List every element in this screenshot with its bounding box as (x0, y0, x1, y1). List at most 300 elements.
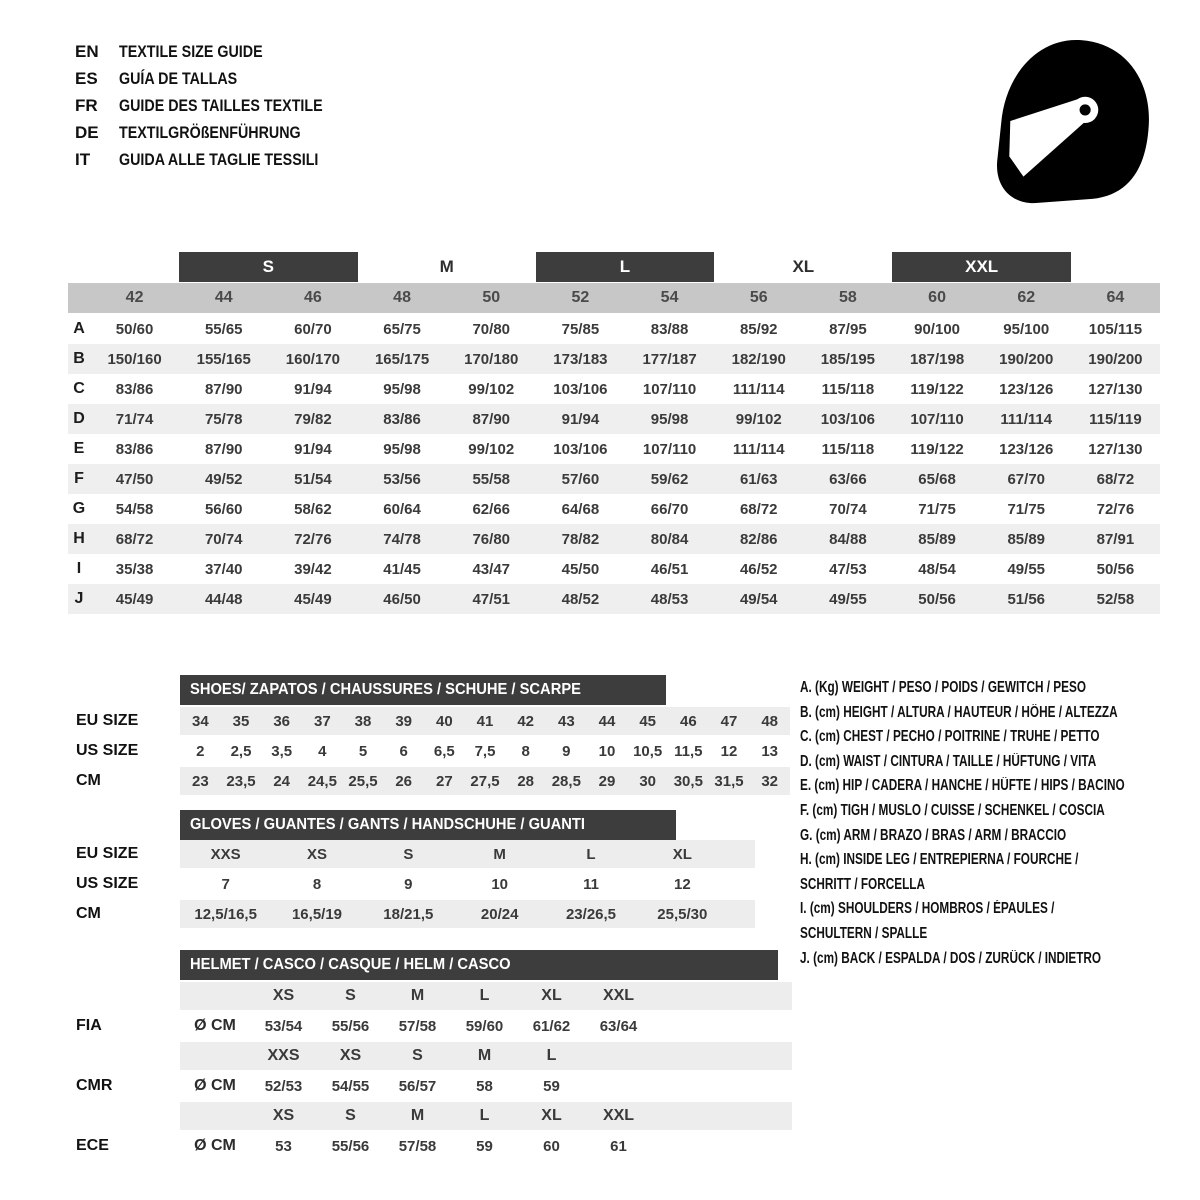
measurement-value: 91/94 (294, 380, 332, 398)
measurement-value: 37/40 (204, 560, 243, 578)
measurement-value: 123/126 (999, 440, 1054, 458)
helmet-fia-sizes-row (180, 982, 792, 1010)
gloves-value: 12,5/16,5 (194, 905, 257, 923)
measurement-value: 44/48 (204, 590, 243, 608)
helmet-size-label: XL (541, 1107, 562, 1124)
measurement-value: 35/38 (115, 560, 154, 578)
measurement-value: 127/130 (1088, 440, 1143, 458)
size-band-s: S (179, 252, 357, 282)
row-letter: I (76, 560, 82, 577)
measurement-value: 65/75 (383, 320, 421, 338)
size-band-l: L (536, 252, 714, 282)
language-title: TEXTILGRÖßENFÜHRUNG (119, 123, 301, 142)
numeric-size-46: 46 (304, 289, 322, 306)
gloves-section-title: GLOVES / GUANTES / GANTS / HANDSCHUHE / GUANTI (190, 816, 586, 833)
measurement-value: 87/95 (829, 320, 867, 338)
shoes-eu-size-label: EU SIZE (76, 712, 139, 729)
numeric-size-62: 62 (1017, 289, 1036, 306)
gloves-value: 8 (312, 875, 322, 893)
numeric-spacer (68, 283, 90, 313)
language-title: GUÍA DE TALLAS (119, 69, 238, 88)
legend-line-12: J. (cm) BACK / ESPALDA / DOS / ZURÜCK / INDIETRO (800, 949, 1102, 967)
gloves-value: M (493, 845, 506, 863)
helmet-size-label: XS (272, 987, 295, 1004)
helmet-size-label: L (479, 1107, 490, 1124)
measurement-value: 56/60 (204, 500, 243, 518)
helmet-value: 60 (543, 1137, 560, 1155)
row-letter: E (73, 440, 85, 457)
helmet-value: 59/60 (465, 1017, 504, 1035)
gloves-value: XL (672, 845, 692, 863)
shoes-value: 8 (521, 742, 530, 760)
measurement-value: 66/70 (650, 500, 689, 518)
measurement-value: 47/50 (115, 470, 154, 488)
shoes-us-size-row (180, 737, 790, 765)
helmet-size-label: XXL (602, 987, 635, 1004)
measurement-value: 51/54 (294, 470, 332, 488)
shoes-value: 11,5 (674, 742, 703, 760)
measurement-legend (800, 676, 1190, 971)
helmet-value: 59 (543, 1077, 560, 1095)
shoes-value: 31,5 (714, 772, 744, 790)
helmet-fia-values-row (180, 1012, 792, 1040)
helmet-size-label: XL (541, 987, 562, 1004)
helmet-size-label: L (479, 987, 490, 1004)
measurement-value: 83/86 (115, 440, 154, 458)
shoes-value: 9 (562, 742, 571, 760)
helmet-size-label: M (410, 987, 425, 1004)
helmet-size-label: S (345, 1107, 356, 1124)
gloves-value: 9 (404, 875, 413, 893)
measurement-value: 46/51 (650, 560, 689, 578)
helmet-value: 63/64 (599, 1017, 638, 1035)
numeric-size-56: 56 (749, 289, 768, 306)
language-code: EN (75, 42, 99, 61)
measurement-value: 85/89 (1007, 530, 1046, 548)
measurement-value: 87/91 (1096, 530, 1135, 548)
row-letter: B (73, 350, 85, 367)
measurement-value: 99/102 (735, 410, 782, 428)
measurement-value: 60/64 (383, 500, 421, 518)
shoes-value: 28,5 (551, 772, 581, 790)
measurement-value: 85/92 (739, 320, 778, 338)
shoes-value: 23,5 (226, 772, 256, 790)
measurement-value: 50/56 (1096, 560, 1135, 578)
legend-line-6: F. (cm) TIGH / MUSLO / CUISSE / SCHENKEL / COSCIA (800, 801, 1105, 819)
shoes-value: 40 (435, 712, 453, 730)
measurement-value: 82/86 (739, 530, 778, 548)
band-spacer-letter (68, 252, 90, 282)
measurement-value: 78/82 (561, 530, 600, 548)
helmet-size-label: XXL (602, 1107, 635, 1124)
measurement-value: 71/75 (918, 500, 956, 518)
gloves-value: 25,5/30 (657, 905, 708, 923)
measurement-value: 79/82 (294, 410, 332, 428)
measurement-value: 119/122 (910, 440, 964, 458)
shoes-value: 42 (517, 712, 534, 730)
helmet-value: 57/58 (398, 1017, 437, 1035)
measurement-value: 91/94 (294, 440, 332, 458)
gloves-value: 12 (673, 875, 691, 893)
legend-line-3: C. (cm) CHEST / PECHO / POITRINE / TRUHE / PETTO (800, 728, 1100, 746)
measurement-value: 83/86 (383, 410, 421, 428)
helmet-size-label: S (412, 1047, 423, 1064)
shoes-value: 36 (273, 712, 290, 730)
measurement-value: 61/63 (739, 470, 778, 488)
shoes-value: 7,5 (474, 742, 496, 760)
measurement-value: 49/54 (739, 590, 778, 608)
measurement-value: 105/115 (1088, 320, 1143, 338)
size-band-m: M (439, 257, 454, 276)
row-letter: F (74, 470, 84, 487)
helmet-size-label: XS (272, 1107, 295, 1124)
textile-row-i (68, 554, 1160, 584)
helmet-size-label: L (546, 1047, 557, 1064)
gloves-value: XXS (210, 845, 241, 863)
language-item-es (75, 65, 361, 92)
helmet-value: 53/54 (264, 1017, 303, 1035)
measurement-value: 59/62 (650, 470, 689, 488)
measurement-value: 39/42 (294, 560, 332, 578)
shoes-cm-label: CM (76, 772, 101, 789)
gloves-eu-size-row (180, 840, 755, 868)
measurement-value: 57/60 (561, 470, 600, 488)
helmet-cmr-sizes-row (180, 1042, 792, 1070)
helmet-size-label: XS (339, 1047, 362, 1064)
gloves-value: 10 (491, 875, 508, 893)
helmet-value: 57/58 (398, 1137, 437, 1155)
measurement-value: 83/86 (115, 380, 154, 398)
diameter-unit-label: Ø CM (194, 1137, 236, 1154)
band-spacer-42 (90, 252, 179, 282)
helmet-value: 54/55 (331, 1077, 370, 1095)
measurement-value: 84/88 (829, 530, 867, 548)
helmet-cmr-label: CMR (76, 1077, 113, 1094)
measurement-value: 190/200 (1088, 350, 1143, 368)
measurement-value: 50/60 (115, 320, 154, 338)
shoes-value: 27,5 (470, 772, 500, 790)
legend-line-2: B. (cm) HEIGHT / ALTURA / HAUTEUR / HÖHE / ALTEZZA (800, 703, 1118, 721)
measurement-value: 70/74 (204, 530, 243, 548)
measurement-value: 182/190 (731, 350, 786, 368)
textile-row-c (68, 374, 1160, 404)
helmet-size-label: M (410, 1107, 425, 1124)
measurement-value: 48/53 (650, 590, 689, 608)
measurement-value: 95/98 (383, 440, 421, 458)
measurement-value: 45/49 (115, 590, 154, 608)
row-letter: H (73, 530, 85, 547)
language-title: TEXTILE SIZE GUIDE (119, 42, 263, 61)
helmet-ece-label: ECE (76, 1137, 109, 1154)
shoes-value: 39 (395, 712, 412, 730)
helmet-value (585, 1072, 652, 1100)
measurement-value: 150/160 (107, 350, 162, 368)
measurement-value: 46/52 (739, 560, 778, 578)
helmet-value: 56/57 (398, 1077, 437, 1095)
measurement-value: 103/106 (553, 380, 608, 398)
measurement-value: 87/90 (204, 380, 243, 398)
language-item-fr (75, 92, 361, 119)
shoes-value: 28 (517, 772, 534, 790)
shoes-section-title: SHOES/ ZAPATOS / CHAUSSURES / SCHUHE / SCARPE (190, 681, 581, 698)
band-spacer-64 (1071, 252, 1160, 282)
gloves-value: XS (306, 845, 327, 863)
language-item-de (75, 119, 361, 146)
language-item-it (75, 146, 361, 173)
measurement-value: 43/47 (472, 560, 511, 578)
measurement-value: 123/126 (999, 380, 1054, 398)
measurement-value: 45/50 (561, 560, 600, 578)
numeric-size-row (68, 283, 1160, 313)
helmet-value: 61/62 (532, 1017, 571, 1035)
measurement-value: 99/102 (468, 440, 515, 458)
gloves-cm-label: CM (76, 905, 101, 922)
textile-row-f (68, 464, 1160, 494)
gloves-us-size-row (180, 870, 755, 898)
language-code: FR (75, 96, 98, 115)
shoes-value: 10 (598, 742, 616, 760)
shoes-value: 2 (196, 742, 205, 760)
legend-line-10: I. (cm) SHOULDERS / HOMBROS / ÉPAULES / (800, 900, 1055, 918)
textile-row-d (68, 404, 1160, 434)
gloves-value: 23/26,5 (565, 905, 617, 923)
measurement-value: 87/90 (472, 410, 511, 428)
measurement-value: 71/75 (1007, 500, 1046, 518)
language-code: DE (75, 123, 99, 142)
measurement-value: 95/98 (383, 380, 421, 398)
measurement-value: 67/70 (1007, 470, 1046, 488)
measurement-value: 75/85 (561, 320, 600, 338)
textile-measurement-rows (68, 314, 1160, 614)
measurement-value: 85/89 (918, 530, 956, 548)
measurement-value: 49/55 (829, 590, 867, 608)
measurement-value: 71/74 (115, 410, 154, 428)
measurement-value: 63/66 (829, 470, 867, 488)
helmet-size-label: S (345, 987, 356, 1004)
measurement-value: 64/68 (561, 500, 600, 518)
diameter-unit-label: Ø CM (194, 1017, 236, 1034)
measurement-value: 75/78 (204, 410, 243, 428)
legend-line-8: H. (cm) INSIDE LEG / ENTREPIERNA / FOURCHE / (800, 851, 1079, 869)
measurement-value: 51/56 (1007, 590, 1046, 608)
measurement-value: 68/72 (739, 500, 778, 518)
measurement-value: 115/118 (821, 380, 875, 398)
measurement-value: 165/175 (374, 350, 430, 368)
measurement-value: 119/122 (910, 380, 964, 398)
helmet-size-label: M (477, 1047, 492, 1064)
shoes-value: 32 (761, 772, 778, 790)
textile-row-h (68, 524, 1160, 554)
legend-line-5: E. (cm) HIP / CADERA / HANCHE / HÜFTE / HIPS / BACINO (800, 777, 1125, 795)
textile-row-a (68, 314, 1160, 344)
gloves-eu-size-values (180, 840, 728, 868)
numeric-size-54: 54 (660, 289, 679, 306)
helmet-value: 55/56 (331, 1017, 370, 1035)
measurement-value: 49/52 (204, 470, 243, 488)
measurement-value: 170/180 (464, 350, 519, 368)
legend-line-7: G. (cm) ARM / BRAZO / BRAS / ARM / BRACCIO (800, 826, 1067, 844)
helmet-size-label: XXS (267, 1047, 300, 1064)
shoes-value: 47 (720, 712, 738, 730)
measurement-value: 47/53 (829, 560, 867, 578)
measurement-value: 83/88 (650, 320, 689, 338)
language-item-en (75, 38, 361, 65)
measurement-value: 70/80 (472, 320, 511, 338)
measurement-value: 111/114 (732, 380, 785, 398)
shoes-value: 10,5 (633, 742, 663, 760)
numeric-size-48: 48 (393, 289, 411, 306)
shoes-value: 37 (313, 712, 331, 730)
shoes-value: 12 (720, 742, 738, 760)
shoes-value: 29 (598, 772, 616, 790)
shoes-value: 30 (639, 772, 656, 790)
measurement-value: 111/114 (732, 440, 785, 458)
measurement-value: 53/56 (383, 470, 421, 488)
shoes-value: 5 (358, 742, 368, 760)
measurement-value: 74/78 (383, 530, 421, 548)
helmet-sizes-spacer (180, 1102, 250, 1130)
measurement-value: 115/119 (1089, 410, 1142, 428)
numeric-size-44: 44 (214, 289, 233, 306)
gloves-eu-size-label: EU SIZE (76, 845, 139, 862)
shoes-value: 6 (399, 742, 408, 760)
gloves-value: 20/24 (480, 905, 519, 923)
textile-row-g (68, 494, 1160, 524)
measurement-value: 107/110 (642, 380, 697, 398)
measurement-value: 72/76 (294, 530, 332, 548)
measurement-value: 115/118 (821, 440, 875, 458)
measurement-value: 52/58 (1096, 590, 1135, 608)
gloves-value: 18/21,5 (383, 905, 434, 923)
gloves-value: 16,5/19 (291, 905, 343, 923)
measurement-value: 41/45 (383, 560, 421, 578)
row-letter: A (73, 320, 85, 337)
measurement-value: 95/100 (1003, 320, 1050, 338)
measurement-value: 99/102 (468, 380, 515, 398)
gloves-us-size-values (180, 870, 728, 898)
shoes-value: 24,5 (307, 772, 337, 790)
numeric-size-52: 52 (571, 289, 590, 306)
measurement-value: 127/130 (1088, 380, 1143, 398)
size-band-xl: XL (792, 257, 815, 276)
measurement-value: 72/76 (1096, 500, 1135, 518)
measurement-value: 90/100 (914, 320, 961, 338)
shoes-value: 13 (761, 742, 778, 760)
legend-line-1: A. (Kg) WEIGHT / PESO / POIDS / GEWITCH / PESO (800, 679, 1087, 696)
measurement-value: 60/70 (294, 320, 332, 338)
helmet-section-title: HELMET / CASCO / CASQUE / HELM / CASCO (190, 956, 511, 973)
textile-row-j (68, 584, 1160, 614)
shoes-value: 4 (318, 742, 327, 760)
language-title: GUIDA ALLE TAGLIE TESSILI (119, 150, 319, 169)
measurement-value: 177/187 (642, 350, 697, 368)
gloves-cm-values (180, 900, 728, 928)
shoes-value: 6,5 (433, 742, 455, 760)
measurement-value: 107/110 (642, 440, 697, 458)
measurement-value: 46/50 (383, 590, 421, 608)
measurement-value: 76/80 (472, 530, 511, 548)
measurement-value: 103/106 (553, 440, 608, 458)
helmet-value: 52/53 (264, 1077, 303, 1095)
row-letter: J (74, 590, 84, 607)
shoes-value: 23 (191, 772, 209, 790)
textile-row-b (68, 344, 1160, 374)
shoes-cm-row (180, 767, 790, 795)
gloves-value: 11 (583, 875, 599, 893)
gloves-value: 7 (221, 875, 230, 893)
textile-row-e (68, 434, 1160, 464)
helmet-value: 53 (275, 1137, 292, 1155)
numeric-size-64: 64 (1106, 289, 1125, 306)
shoes-value: 27 (435, 772, 453, 790)
measurement-value: 54/58 (115, 500, 154, 518)
helmet-value: 59 (476, 1137, 493, 1155)
gloves-cm-row (180, 900, 755, 928)
shoes-value: 2,5 (230, 742, 252, 760)
helmet-size-label (585, 1042, 652, 1070)
shoes-value: 44 (598, 712, 616, 730)
helmet-icon (983, 28, 1165, 210)
helmet-value: 55/56 (331, 1137, 370, 1155)
measurement-value: 70/74 (829, 500, 867, 518)
measurement-value: 62/66 (472, 500, 511, 518)
measurement-value: 185/195 (820, 350, 876, 368)
measurement-value: 87/90 (204, 440, 243, 458)
language-title: GUIDE DES TAILLES TEXTILE (119, 96, 323, 115)
numeric-size-50: 50 (482, 289, 501, 306)
gloves-us-size-label: US SIZE (76, 875, 139, 892)
diameter-unit-label: Ø CM (194, 1077, 236, 1094)
row-letter: C (73, 380, 85, 397)
measurement-value: 50/56 (918, 590, 956, 608)
measurement-value: 55/58 (472, 470, 511, 488)
numeric-size-42: 42 (125, 289, 144, 306)
measurement-value: 58/62 (294, 500, 332, 518)
measurement-value: 68/72 (1096, 470, 1135, 488)
measurement-value: 190/200 (999, 350, 1054, 368)
language-title-list (75, 38, 361, 173)
shoes-value: 26 (395, 772, 412, 790)
shoes-value: 34 (191, 712, 209, 730)
measurement-value: 95/98 (650, 410, 689, 428)
shoes-value: 25,5 (348, 772, 378, 790)
shoes-us-size-label: US SIZE (76, 742, 139, 759)
measurement-value: 49/55 (1007, 560, 1046, 578)
helmet-cmr-values-row (180, 1072, 792, 1100)
helmet-value: 61 (610, 1137, 627, 1155)
size-band-xxl: XXL (892, 252, 1070, 282)
numeric-size-58: 58 (839, 289, 857, 306)
gloves-value: S (403, 845, 414, 863)
shoes-value: 43 (557, 712, 575, 730)
helmet-fia-label: FIA (76, 1017, 102, 1034)
size-band-row (68, 252, 1160, 282)
gloves-section-header (180, 810, 676, 840)
measurement-value: 155/165 (196, 350, 251, 368)
helmet-section-header (180, 950, 778, 980)
language-code: ES (75, 69, 98, 88)
shoes-value: 3,5 (271, 742, 293, 760)
helmet-sizes-spacer (180, 1042, 250, 1070)
measurement-value: 55/65 (204, 320, 243, 338)
shoes-value: 35 (232, 712, 250, 730)
measurement-value: 68/72 (115, 530, 154, 548)
measurement-value: 111/114 (1000, 410, 1053, 428)
shoes-value: 38 (354, 712, 372, 730)
measurement-value: 107/110 (910, 410, 964, 428)
measurement-value: 65/68 (918, 470, 956, 488)
legend-line-4: D. (cm) WAIST / CINTURA / TAILLE / HÜFTUNG / VITA (800, 752, 1097, 770)
